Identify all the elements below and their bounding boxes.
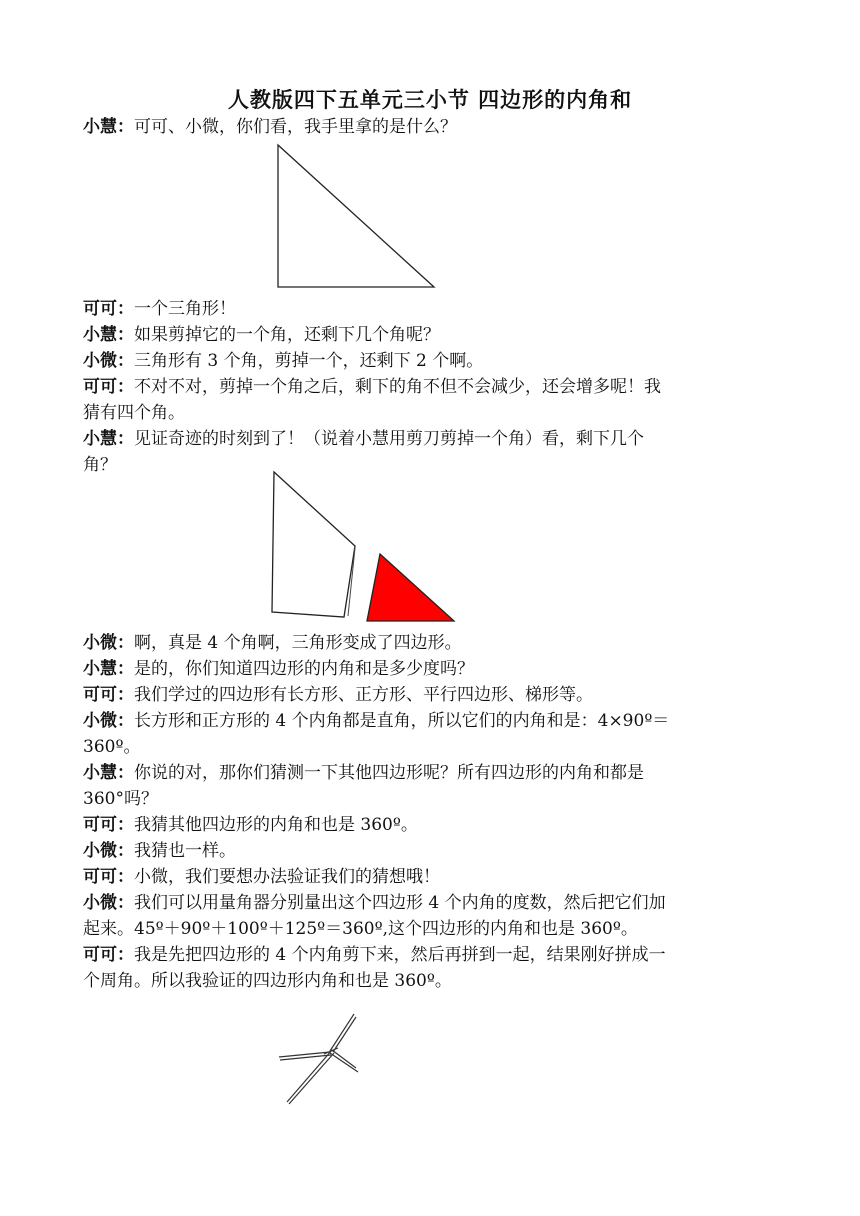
dialogue-text: 可可、小微，你们看，我手里拿的是什么？ — [134, 117, 457, 137]
speaker-label: 可可： — [83, 867, 134, 887]
dialogue-text: 我猜其他四边形的内角和也是 360º。 — [134, 815, 418, 835]
dialogue-line — [83, 374, 773, 400]
dialogue-line — [83, 630, 773, 656]
dialogue-text: 不对不对，剪掉一个角之后，剩下的角不但不会减少，还会增多呢！我 — [134, 377, 661, 397]
dialogue-line — [83, 322, 773, 348]
speaker-label: 可可： — [83, 815, 134, 835]
dialogue-text: 是的，你们知道四边形的内角和是多少度吗？ — [134, 659, 474, 679]
dialogue-line — [83, 426, 773, 452]
dialogue-line-continued: 个周角。所以我验证的四边形内角和也是 360º。 — [83, 971, 452, 991]
dialogue-line-continued: 360°吗？ — [83, 789, 158, 809]
cut-triangle-figure — [262, 466, 464, 626]
dialogue-text: 一个三角形！ — [134, 299, 236, 319]
speaker-label: 小慧： — [83, 763, 134, 783]
dialogue-text: 我们学过的四边形有长方形、正方形、平行四边形、梯形等。 — [134, 685, 593, 705]
dialogue-line-continued: 360º。 — [83, 737, 141, 757]
dialogue-text: 如果剪掉它的一个角，还剩下几个角呢？ — [134, 325, 440, 345]
dialogue-text: 我猜也一样。 — [134, 841, 236, 861]
quadrilateral-piece — [272, 472, 355, 617]
speaker-label: 小慧： — [83, 117, 134, 137]
page-title: 人教版四下五单元三小节 四边形的内角和 — [227, 87, 633, 112]
speaker-label: 小微： — [83, 893, 134, 913]
dialogue-line — [83, 348, 773, 374]
speaker-label: 小微： — [83, 633, 134, 653]
speaker-label: 可可： — [83, 945, 134, 965]
dialogue-line — [83, 760, 773, 786]
dialogue-line — [83, 838, 773, 864]
triangle-figure — [270, 140, 442, 292]
dialogue-text: 我是先把四边形的 4 个内角剪下来，然后再拼到一起，结果刚好拼成一 — [134, 945, 666, 965]
speaker-label: 可可： — [83, 377, 134, 397]
speaker-label: 小慧： — [83, 325, 134, 345]
speaker-label: 小慧： — [83, 659, 134, 679]
dialogue-text: 三角形有 3 个角，剪掉一个，还剩下 2 个啊。 — [134, 351, 484, 371]
dialogue-line — [83, 890, 773, 916]
dialogue-line — [83, 942, 773, 968]
dialogue-text: 长方形和正方形的 4 个内角都是直角，所以它们的内角和是：4×90º＝ — [134, 711, 670, 731]
dialogue-text: 啊，真是 4 个角啊，三角形变成了四边形。 — [134, 633, 462, 653]
dialogue-line — [83, 682, 773, 708]
speaker-label: 小微： — [83, 711, 134, 731]
dialogue-text: 见证奇迹的时刻到了！（说着小慧用剪刀剪掉一个角）看，剩下几个 — [134, 429, 644, 449]
speaker-label: 小慧： — [83, 429, 134, 449]
angles-joined-figure — [274, 1008, 364, 1108]
dialogue-line — [83, 296, 773, 322]
dialogue-line — [83, 864, 773, 890]
cut-corner-piece — [367, 554, 454, 621]
dialogue-line — [83, 708, 773, 734]
dialogue-text: 我们可以用量角器分别量出这个四边形 4 个内角的度数，然后把它们加 — [134, 893, 666, 913]
speaker-label: 小微： — [83, 841, 134, 861]
dialogue-text: 小微，我们要想办法验证我们的猜想哦！ — [134, 867, 440, 887]
dialogue-line — [83, 812, 773, 838]
dialogue-line-continued: 猜有四个角。 — [83, 403, 185, 423]
dialogue-line — [83, 114, 773, 140]
dialogue-line-continued: 起来。45º＋90º＋100º＋125º＝360º,这个四边形的内角和也是 360º。 — [83, 919, 638, 939]
dialogue-text: 你说的对，那你们猜测一下其他四边形呢？所有四边形的内角和都是 — [134, 763, 644, 783]
speaker-label: 可可： — [83, 685, 134, 705]
speaker-label: 小微： — [83, 351, 134, 371]
speaker-label: 可可： — [83, 299, 134, 319]
dialogue-line — [83, 656, 773, 682]
dialogue-line-continued: 角？ — [83, 455, 117, 475]
